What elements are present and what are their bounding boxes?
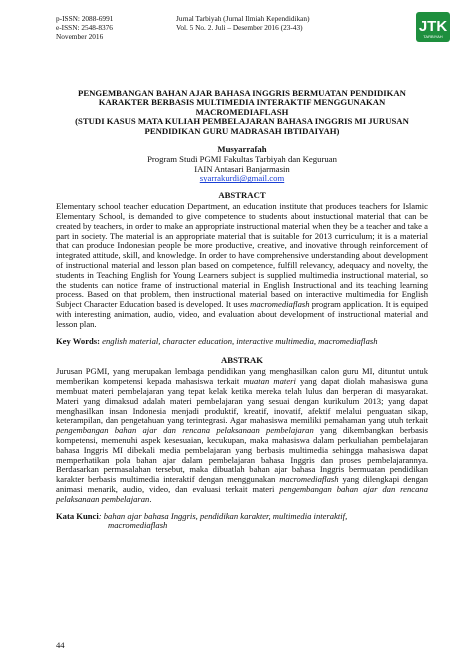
svg-text:JTK: JTK: [418, 18, 448, 35]
page-number: 44: [56, 640, 65, 650]
kata-kunci: [56, 512, 428, 532]
p-issn: p-ISSN: 2088-6991: [56, 14, 114, 23]
issn-block: [56, 14, 166, 41]
journal-volume: Vol. 5 No. 2. Juli – Desember 2016 (23-43): [176, 23, 303, 32]
title-line: MACROMEDIAFLASH: [195, 106, 289, 117]
kata-kunci-label: Kata Kunci: [56, 510, 99, 521]
author-block: [56, 145, 428, 184]
kata-kunci-text-cont: macromediaflash: [108, 520, 168, 531]
keywords: [56, 337, 428, 347]
abstrak-text: Jurusan PGMI, yang merupakan lembaga pendidikan yang menghasilkan calon guru MI, dituntut untuk memberikan kompetensi kepada mahasiswa terkait muatan materi yang dapat diolah mahasiswa guna membuat materi pembelajaran yang tepat kelak ketika mereka telah lulus dan berperan di masyarakat. Materi yang dimaksud adalah materi pembelajaran yang sesuai dengan kurikulum 2013; yang dapat menghasilkan insan Indonesia menjadi produktif, kreatif, inovatif, afektif melalui penguatan sikap, keterampilan, dan pengetahuan yang terintegrasi. Agar mahasiswa memiliki pemahaman yang utuh terkait pengembangan bahan ajar dan rencana pelaksanaan pembelajaran yang dikembangkan berbasis kompetensi, memenuhi aspek kesesuaian, kecukupan, maka mahasiswa dalam perkuliahan pembelajaran bahasa Inggris MI dibekali media pembelajaran yang berbasis multimedia sehingga mahasiswa dapat memperhatikan pola bahan ajar dalam pembelajaran bahasa Inggris dan proses pembelajarannya. Berdasarkan permasalahan tersebut, maka dibuatlah bahan ajar bahasa Inggris bermuatan pendidikan karakter berbasis multimedia interaktif dengan menggunakan macromediaflash yang dilengkapi dengan animasi menarik, audio, video, dan evaluasi terkait materi pengembangan bahan ajar dan rencana pelaksanaan pembelajaran.: [56, 366, 428, 504]
abstract-text: Elementary school teacher education Department, an education institute that produces teachers for Islamic Elementary School, is demanded to give competence to students about instuctional material that can be created by teachers, in order to make an appropriate instructional material when they be a teacher and take a part in society. The material is an appropriate material that is suitable for 2013 curriculum; it is a material that can produce Indonesian people be more productive, creative, and inovative through reinforcement of integrated attitude, skill, and knowledge. In order to have comprehensive understanding about development of instructional material and lesson plan based on competence, fulfill relevancy, adequacy and novelty, the students in Teaching English for Young Learners subject is supplied multimedia instructional material, so the students can notice frame of instructional material in English Instructional and its teaching learning process. Based on that problem, then instructional material based on interactive multimedia for English Subject Character Education based is developed. It uses macromediaflash program application. It is equiped with interesting animation, audio, video, and evaluation about development of instructional material and lesson plan.: [56, 201, 428, 329]
author-name: Musyarrafah: [217, 144, 267, 155]
kata-kunci-text: : bahan ajar bahasa Inggris, pendidikan karakter, multimedia interaktif,: [98, 510, 348, 521]
issue-date: November 2016: [56, 32, 104, 41]
keywords-label: Key Words:: [56, 335, 101, 346]
author-institution: IAIN Antasari Banjarmasin: [194, 163, 290, 174]
journal-info: [176, 14, 416, 32]
author-affiliation: Program Studi PGMI Fakultas Tarbiyah dan Keguruan: [147, 153, 337, 164]
author-email-link[interactable]: syarrakurdi@gmail.com: [199, 173, 285, 184]
title-line: PENDIDIKAN GURU MADRASAH IBTIDAIYAH): [144, 125, 340, 136]
abstract-heading: ABSTRACT: [218, 190, 266, 201]
title-line: PENGEMBANGAN BAHAN AJAR BAHASA INGGRIS BERMUATAN PENDIDIKAN: [78, 88, 406, 98]
title-line: KARAKTER BERBASIS MULTIMEDIA INTERAKTIF MENGGUNAKAN: [98, 97, 386, 108]
abstrak-heading: ABSTRAK: [221, 355, 263, 366]
article-title: [56, 89, 428, 136]
journal-name: Jurnal Tarbiyah (Jurnal Ilmiah Kependidikan): [176, 14, 310, 23]
keywords-text: english material, character education, interactive multimedia, macromediaflash: [100, 335, 378, 346]
journal-logo: [416, 12, 450, 42]
article-body: [56, 89, 428, 531]
svg-text:TARBIYAH: TARBIYAH: [423, 34, 443, 39]
title-line: (STUDI KASUS MATA KULIAH PEMBELAJARAN BAHASA INGGRIS MI JURUSAN: [75, 116, 409, 127]
e-issn: e-ISSN: 2548-8376: [56, 23, 113, 32]
